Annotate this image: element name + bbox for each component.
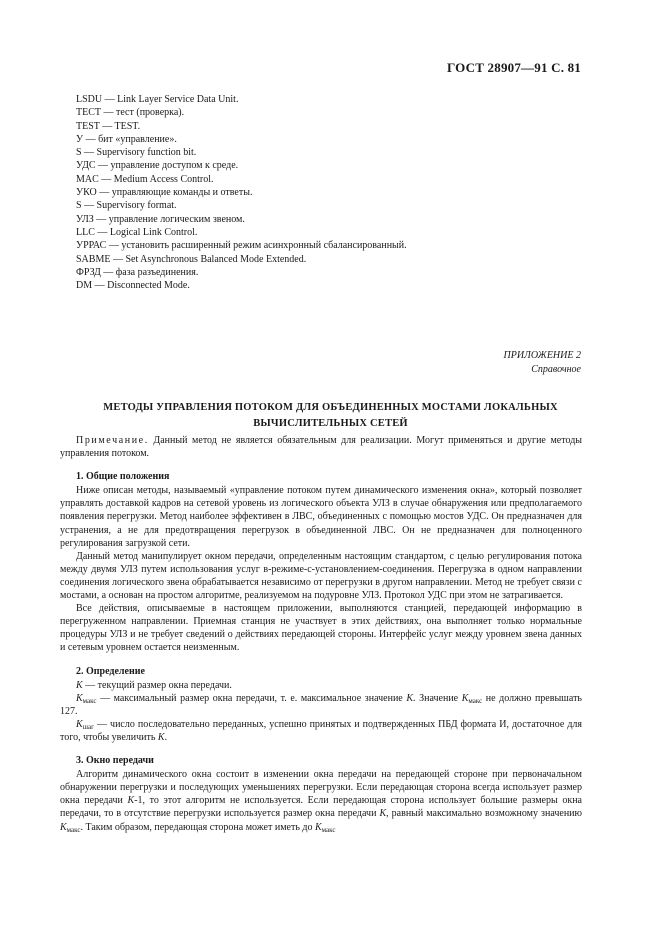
- var-k: K: [315, 821, 322, 833]
- section-heading: 1. Общие положения: [76, 471, 170, 483]
- definition-text: — число последовательно переданных, успешно принятых и подтвержденных ПБД формата И, достаточное для того, чтобы увеличить: [60, 718, 582, 743]
- abbreviation-item: У — бит «управление».: [76, 133, 177, 145]
- title-line: ВЫЧИСЛИТЕЛЬНЫХ СЕТЕЙ: [253, 418, 408, 429]
- abbreviation-item: LSDU — Link Layer Service Data Unit.: [76, 94, 239, 105]
- var-k: K: [406, 692, 414, 704]
- definition-text: .: [164, 731, 168, 743]
- note-label: Примечание.: [76, 435, 149, 446]
- abbreviation-item: УКО — управляющие команды и ответы.: [76, 187, 253, 199]
- paragraph: Данный метод манипулирует окном передачи, определенным настоящим стандартом, с целью регулирования потока между двумя УЛЗ путем использования услуг в-режиме-с-установлением-соединения. Перегрузка в одном направлении соединения логического звена обрабатывается независимо от перегрузки в другом направлении. Метод не требует связи с мостами, а основан на простом алгоритме, реализуемом на подуровне УЛЗ. Протокол УДС при этом не затрагивается.: [60, 550, 582, 602]
- paragraph: Ниже описан методы, называемый «управление потоком путем динамического изменения окна», который позволяет управлять доставкой кадров на сетевой уровень из логического объекта УЛЗ в случае обнаружения или предполагаемого появления перегрузки. Метод наиболее эффективен в ЛВС, объединенных с помощью мостов УДС. Он предназначен для устранения, а не для предотвращения перегрузок в объединенной ЛВС. Он не предназначен для полноценного регулирования загрузкой сети.: [60, 485, 582, 549]
- text-run: , равный максимально возможному значению: [386, 808, 582, 820]
- abbreviation-item: УРРАС — установить расширенный режим асинхронный сбалансированный.: [76, 240, 407, 252]
- subscript: макс: [82, 696, 97, 705]
- definition-kmax: [60, 692, 582, 718]
- page-header: ГОСТ 28907—91 С. 81: [447, 60, 581, 75]
- paragraph: Все действия, описываемые в настоящем приложении, выполняются станцией, передающей информацию в перегруженном направлении. Приемная станция не участвует в этих действиях, она выполняет только нормальные процедуры УЛЗ и не требует сведений о действиях передающей стороны. Интерфейс услуг между уровнем звена данных и сетевым уровнем остается неизменным.: [60, 603, 582, 654]
- appendix-type: Справочное: [531, 364, 581, 375]
- abbreviation-item: S — Supervisory format.: [76, 200, 177, 212]
- abbreviation-item: LLC — Logical Link Control.: [76, 226, 198, 238]
- definition-text: . Значение: [413, 692, 462, 704]
- var-k: K: [60, 821, 67, 833]
- var-k: K: [379, 808, 387, 820]
- var-k: K: [76, 718, 83, 730]
- var-k: K: [461, 692, 469, 704]
- definition-k: [60, 679, 582, 692]
- abbreviation-item: S — Supervisory function bit.: [76, 147, 197, 159]
- abbreviation-item: УДС — управление доступом к среде.: [76, 160, 239, 172]
- subscript: макс: [468, 696, 483, 705]
- abbreviation-item: УЛЗ — управление логическим звеном.: [76, 213, 245, 225]
- text-run: Алгоритм динамического окна состоит в изменении окна передачи на передающей стороне при первоначальном обнаружении перегрузки и последующих уменьшениях перегрузки. Если передающая сторона всегда использует размер окна передачи: [60, 769, 582, 807]
- appendix-label: ПРИЛОЖЕНИЕ 2: [503, 350, 581, 361]
- paragraph: [60, 768, 582, 833]
- var-k: K: [157, 731, 165, 743]
- appendix-label-block: [504, 349, 582, 377]
- abbreviation-item: ФРЗД — фаза разъединения.: [76, 266, 199, 278]
- var-k: K: [76, 692, 83, 704]
- abbreviation-item: MAC — Medium Access Control.: [76, 173, 214, 185]
- definition-kstep: [60, 718, 582, 744]
- subscript: шаг: [82, 722, 95, 731]
- var-k: K: [76, 679, 83, 691]
- body-text: [60, 434, 582, 834]
- definition-text: не должно превышать 127.: [60, 692, 582, 717]
- subscript: макс: [66, 825, 81, 834]
- abbreviation-item: TEST — TEST.: [76, 120, 141, 132]
- section-heading: 2. Определение: [76, 665, 145, 677]
- note-text: Данный метод не является обязательным для реализации. Могут применяться и другие методы управления потоком.: [60, 435, 582, 460]
- text-run: -1, то этот алгоритм не используется. Если передающая сторона использует большие размеры окна передачи, то в отсутствие перегрузки используется размер окна передачи: [60, 795, 582, 820]
- definition-text: — текущий размер окна передачи.: [82, 679, 232, 691]
- definition-text: — максимальный размер окна передачи, т. е. максимальное значение: [96, 692, 407, 704]
- var-k: K: [127, 795, 135, 807]
- title-line: МЕТОДЫ УПРАВЛЕНИЯ ПОТОКОМ ДЛЯ ОБЪЕДИНЕННЫХ МОСТАМИ ЛОКАЛЬНЫХ: [103, 402, 558, 413]
- subscript: макс: [321, 825, 336, 834]
- abbreviation-item: SABME — Set Asynchronous Balanced Mode Extended.: [76, 253, 307, 265]
- appendix-title: [60, 400, 601, 432]
- text-run: . Таким образом, передающая сторона может иметь до: [80, 821, 315, 833]
- abbreviation-item: ТЕСТ — тест (проверка).: [76, 107, 185, 119]
- abbreviation-list: [76, 93, 407, 292]
- note-paragraph: [60, 434, 582, 460]
- abbreviation-item: DM — Disconnected Mode.: [76, 280, 190, 292]
- section-heading: 3. Окно передачи: [76, 755, 154, 767]
